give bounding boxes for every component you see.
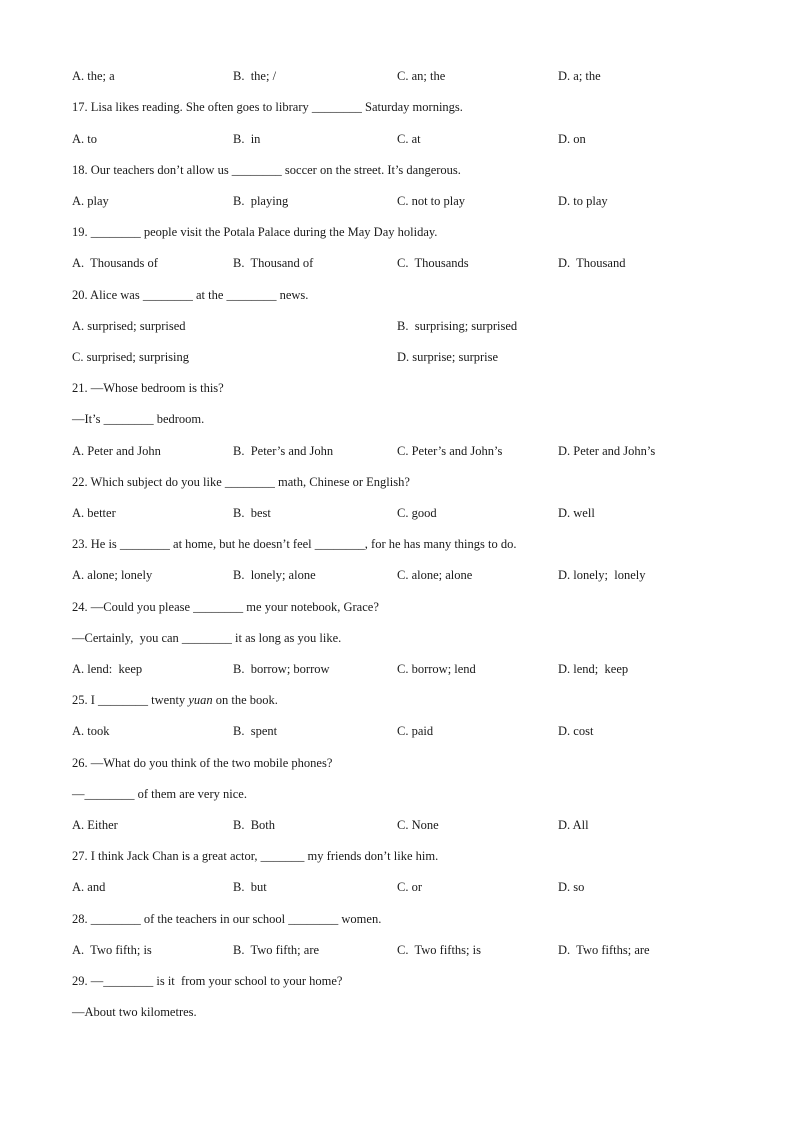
q28-option-b: B. Two fifth; are [233, 943, 320, 957]
q22-option-c: C. good [397, 506, 437, 520]
q25-stem-post: on the book. [212, 693, 278, 707]
q19-option-b: B. Thousand of [233, 256, 314, 270]
q23-option-c: C. alone; alone [397, 568, 473, 582]
q20-option-c: C. surprised; surprising [72, 350, 190, 364]
q21-option-b: B. Peter’s and John [233, 444, 334, 458]
q25-option-d: D. cost [558, 724, 594, 738]
q21-option-d: D. Peter and John’s [558, 444, 656, 458]
q16-option-c: C. an; the [397, 69, 446, 83]
q19-option-d: D. Thousand [558, 256, 626, 270]
q19-stem: 19. ________ people visit the Potala Palace during the May Day holiday. [72, 225, 438, 239]
q23-option-d: D. lonely; lonely [558, 568, 646, 582]
q19-option-c: C. Thousands [397, 256, 469, 270]
q25-stem-italic: yuan [188, 693, 213, 707]
q26-option-d: D. All [558, 818, 589, 832]
q25-stem-pre: 25. I ________ twenty [72, 693, 189, 707]
q22-option-d: D. well [558, 506, 595, 520]
q27-option-b: B. but [233, 880, 267, 894]
q25-option-a: A. took [72, 724, 110, 738]
q21-response: —It’s ________ bedroom. [72, 412, 205, 426]
q16-option-b: B. the; / [233, 69, 277, 83]
q20-stem: 20. Alice was ________ at the ________ news. [72, 288, 309, 302]
q27-option-d: D. so [558, 880, 585, 894]
q24-option-a: A. lend: keep [72, 662, 143, 676]
q28-stem: 28. ________ of the teachers in our school ________ women. [72, 912, 382, 926]
q28-option-d: D. Two fifths; are [558, 943, 650, 957]
q17-option-b: B. in [233, 132, 261, 146]
q23-option-b: B. lonely; alone [233, 568, 316, 582]
q27-option-a: A. and [72, 880, 106, 894]
q18-option-a: A. play [72, 194, 109, 208]
q25-option-b: B. spent [233, 724, 278, 738]
q26-option-a: A. Either [72, 818, 118, 832]
q19-option-a: A. Thousands of [72, 256, 158, 270]
q26-stem: 26. —What do you think of the two mobile phones? [72, 756, 333, 770]
q27-stem: 27. I think Jack Chan is a great actor, _______ my friends don’t like him. [72, 849, 439, 863]
q24-option-b: B. borrow; borrow [233, 662, 330, 676]
q17-option-c: C. at [397, 132, 421, 146]
q21-option-a: A. Peter and John [72, 444, 161, 458]
q18-option-d: D. to play [558, 194, 608, 208]
q18-stem: 18. Our teachers don’t allow us ________ soccer on the street. It’s dangerous. [72, 163, 461, 177]
q25-option-c: C. paid [397, 724, 434, 738]
q16-option-d: D. a; the [558, 69, 601, 83]
q16-option-a: A. the; a [72, 69, 115, 83]
q20-option-a: A. surprised; surprised [72, 319, 186, 333]
q22-option-a: A. better [72, 506, 116, 520]
q28-option-a: A. Two fifth; is [72, 943, 152, 957]
q26-option-b: B. Both [233, 818, 276, 832]
q22-option-b: B. best [233, 506, 271, 520]
q21-stem: 21. —Whose bedroom is this? [72, 381, 224, 395]
q29-stem: 29. —________ is it from your school to your home? [72, 974, 343, 988]
q24-option-c: C. borrow; lend [397, 662, 476, 676]
q27-option-c: C. or [397, 880, 422, 894]
q28-option-c: C. Two fifths; is [397, 943, 481, 957]
q24-response: —Certainly, you can ________ it as long as you like. [72, 631, 342, 645]
q25-stem [72, 691, 278, 709]
q26-option-c: C. None [397, 818, 439, 832]
q17-stem: 17. Lisa likes reading. She often goes to library ________ Saturday mornings. [72, 100, 463, 114]
q18-option-c: C. not to play [397, 194, 466, 208]
q23-stem: 23. He is ________ at home, but he doesn’t feel ________, for he has many things to do. [72, 537, 517, 551]
q18-option-b: B. playing [233, 194, 289, 208]
q17-option-a: A. to [72, 132, 97, 146]
q24-stem: 24. —Could you please ________ me your notebook, Grace? [72, 600, 379, 614]
q20-option-b: B. surprising; surprised [397, 319, 518, 333]
q26-response: —________ of them are very nice. [72, 787, 247, 801]
q21-option-c: C. Peter’s and John’s [397, 444, 503, 458]
q29-response: —About two kilometres. [72, 1005, 197, 1019]
q24-option-d: D. lend; keep [558, 662, 629, 676]
q17-option-d: D. on [558, 132, 586, 146]
q23-option-a: A. alone; lonely [72, 568, 153, 582]
q22-stem: 22. Which subject do you like ________ math, Chinese or English? [72, 475, 410, 489]
q20-option-d: D. surprise; surprise [397, 350, 499, 364]
